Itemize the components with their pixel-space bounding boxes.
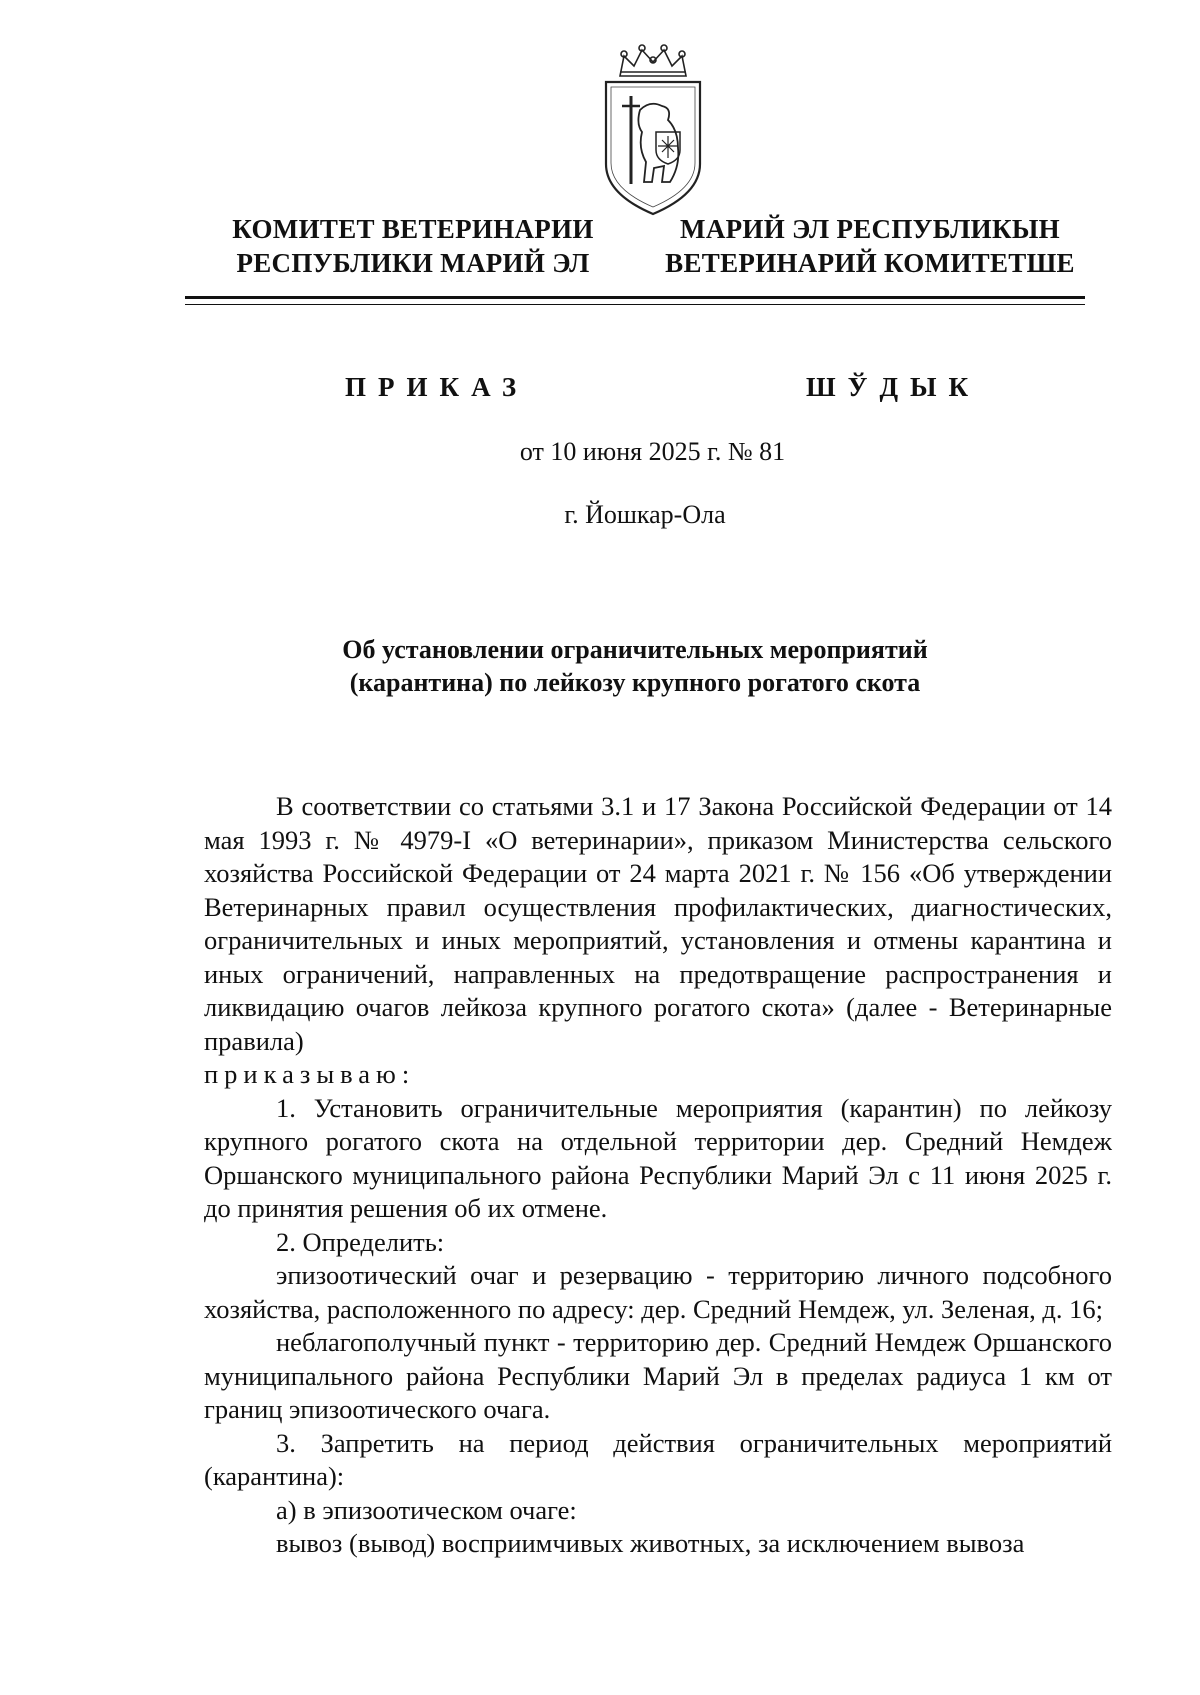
item-2-heading: 2. Определить: <box>276 1226 445 1257</box>
command-word: приказываю: <box>204 1059 416 1089</box>
order-date-number-text: от 10 июня 2025 г. № 81 <box>519 437 786 466</box>
committee-name-mari-line-2: ВЕТЕРИНАРИЙ КОМИТЕТШЕ <box>665 248 1075 278</box>
order-word-russian: ПРИКАЗ <box>345 372 529 402</box>
document-title-line-2: (карантина) по лейкозу крупного рогатого скота <box>349 668 921 697</box>
order-city-text: г. Йошкар-Ола <box>564 500 726 529</box>
item-2-unsafe-area-paragraph: неблагополучный пункт - территорию дер. Средний Немдеж Оршанского муниципального района Республики Марий Эл в пределах радиуса 1 км от границ эпизоотического очага. <box>204 1327 1112 1424</box>
item-1-paragraph: 1. Установить ограничительные мероприятия (карантин) по лейкозу крупного рогатого скота на отдельной территории дер. Средний Немдеж Оршанского муниципального района Республики Марий Эл с 11 июня 2025 г. до принятия решения об их отмене. <box>204 1092 1112 1223</box>
order-word-mari: ШЎДЫК <box>806 372 981 402</box>
order-date-number <box>0 437 1200 467</box>
document-title <box>185 633 1085 699</box>
committee-name-mari <box>660 212 1080 280</box>
document-body <box>204 790 1112 1561</box>
committee-name-ru-line-1: КОМИТЕТ ВЕТЕРИНАРИИ <box>232 214 594 244</box>
item-3a-text: вывоз (вывод) восприимчивых животных, за исключением вывоза <box>276 1528 1025 1558</box>
item-3-paragraph: 3. Запретить на период действия ограничительных мероприятий (карантина): <box>204 1427 1112 1491</box>
header-divider-thick <box>185 296 1085 299</box>
committee-name-russian <box>215 212 611 280</box>
committee-name-ru-line-2: РЕСПУБЛИКИ МАРИЙ ЭЛ <box>236 248 590 278</box>
item-2-focus-paragraph: эпизоотический очаг и резервацию - территорию личного подсобного хозяйства, расположенного по адресу: дер. Средний Немдеж, ул. Зеленая, д. 16; <box>204 1260 1112 1324</box>
header-divider-thin <box>185 304 1085 305</box>
preamble-paragraph: В соответствии со статьями 3.1 и 17 Закона Российской Федерации от 14 мая 1993 г. № 4979-I «О ветеринарии», приказом Министерства сельского хозяйства Российской Федерации от 24 марта 2021 г. № 156 «Об утверждении Ветеринарных правил осуществления профилактических, диагностических, ограничительных и иных мероприятий, установления и отмены карантина и иных ограничений, направленных на предотвращение распространения и ликвидацию очагов лейкоза крупного рогатого скота» (далее - Ветеринарные правила) <box>204 791 1112 1056</box>
order-city <box>0 500 1200 530</box>
item-3a-heading: а) в эпизоотическом очаге: <box>276 1494 577 1525</box>
document-title-line-1: Об установлении ограничительных мероприятий <box>342 635 928 664</box>
coat-of-arms-emblem <box>598 44 708 216</box>
committee-name-mari-line-1: МАРИЙ ЭЛ РЕСПУБЛИКЫН <box>680 214 1060 244</box>
